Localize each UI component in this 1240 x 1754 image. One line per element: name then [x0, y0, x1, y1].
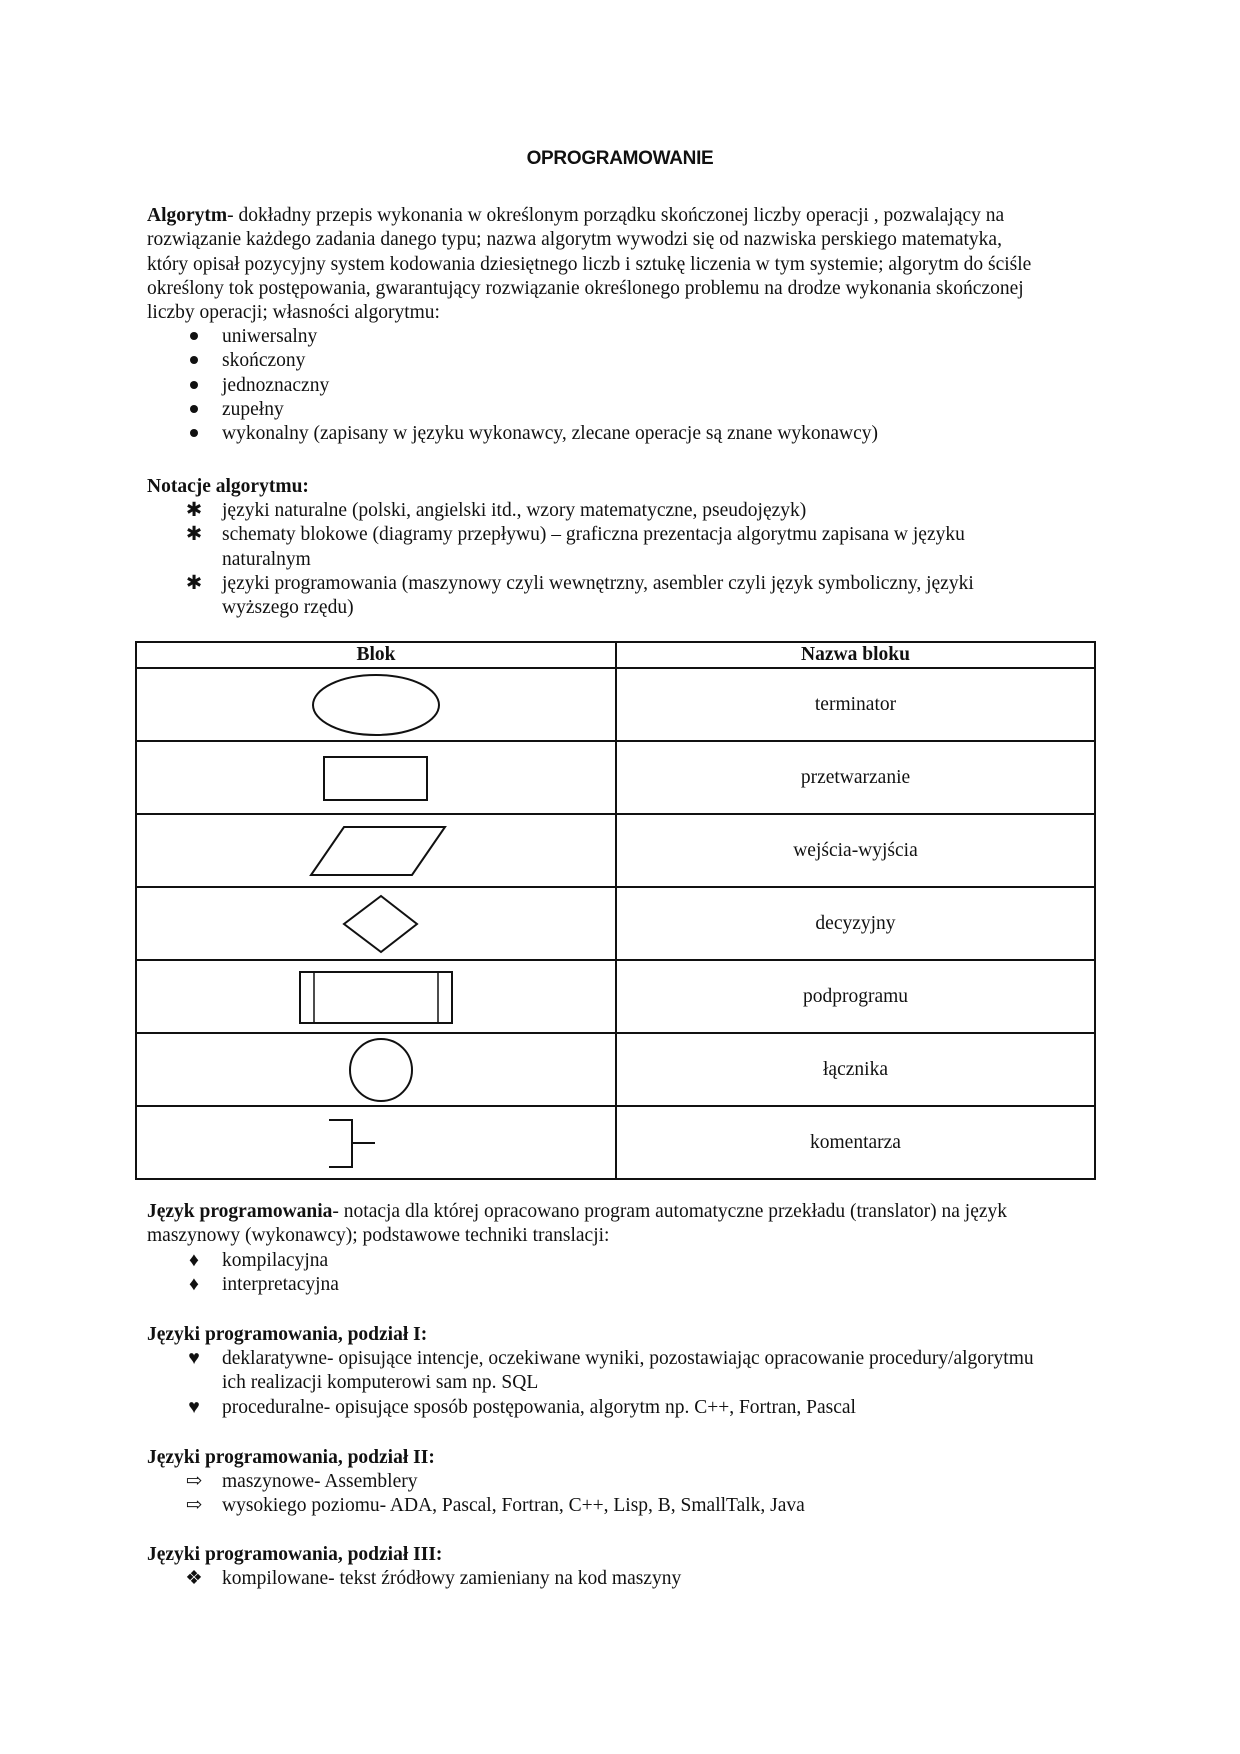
list-item: ✱ języki naturalne (polski, angielski itd., wzory matematyczne, pseudojęzyk) [147, 499, 1097, 523]
subprogram-block-icon [296, 968, 456, 1026]
flowchart-blocks-table [135, 641, 1096, 1180]
column-header-block-name: Nazwa bloku [616, 642, 1095, 668]
asterisk-bullet-icon: ✱ [185, 572, 203, 594]
process-rectangle-icon [306, 753, 446, 803]
list-item: zupełny [147, 398, 1097, 422]
list-item: ♦ kompilacyjna [147, 1249, 1097, 1273]
comment-bracket-icon [301, 1115, 451, 1171]
notations-heading: Notacje algorytmu: [147, 476, 309, 497]
list-item: ♦ interpretacyjna [147, 1273, 1097, 1297]
bullet-dot-icon [184, 349, 204, 373]
four-diamond-bullet-icon: ❖ [185, 1568, 203, 1589]
arrow-bullet-icon: ⇨ [185, 1495, 203, 1517]
bullet-dot-icon [184, 398, 204, 422]
list-item: uniwersalny [147, 325, 1097, 349]
division-1-heading: Języki programowania, podział I: [147, 1324, 428, 1345]
list-item: ✱ języki programowania (maszynowy czyli wewnętrzny, asembler czyli język symboliczny, języki wyższego rzędu) [185, 572, 974, 619]
list-item: ⇨ maszynowe- Assemblery [147, 1470, 1097, 1494]
page-title: OPROGRAMOWANIE [526, 148, 714, 169]
list-item: wykonalny (zapisany w języku wykonawcy, zlecane operacje są znane wykonawcy) [147, 422, 1097, 446]
programming-language-definition: Język programowania- notacja dla której opracowano program automatyczne przekładu (translator) na język maszynowy (wykonawcy); podstawowe techniki translacji: [147, 1201, 1008, 1247]
algorithm-properties-list [147, 325, 1097, 446]
list-item: skończony [147, 349, 1097, 373]
table-row: wejścia-wyjścia [136, 814, 1095, 887]
bullet-dot-icon [184, 325, 204, 349]
io-parallelogram-icon [301, 823, 451, 879]
arrow-bullet-icon: ⇨ [185, 1471, 203, 1492]
table-row: terminator [136, 668, 1095, 741]
division-3-heading: Języki programowania, podział III: [147, 1544, 443, 1565]
programming-language-term: Język programowania [147, 1201, 333, 1222]
division-2-list [147, 1470, 1097, 1519]
connector-circle-icon [301, 1037, 451, 1103]
division-1-list [147, 1347, 1097, 1420]
asterisk-bullet-icon: ✱ [185, 500, 203, 521]
decision-diamond-icon [301, 893, 451, 955]
column-header-block: Blok [136, 642, 616, 668]
translation-techniques-list [147, 1249, 1097, 1298]
table-row: decyzyjny [136, 887, 1095, 960]
diamond-bullet-icon: ♦ [189, 1274, 199, 1296]
algorithm-definition: Algorytm- dokładny przepis wykonania w określonym porządku skończonej liczby operacji , pozwalający na rozwiązanie każdego zadania danego typu; nazwa algorytm wywodzi się od nazwiska perskiego matematyka, który opisał pozycyjny system kodowania dziesiętnego liczb i sztukę liczenia w tym systemie; algorytm do ściśle określony tok postępowania, gwarantujący rozwiązanie określonego problemu na drodze wykonania skończonej liczby operacji; własności algorytmu: [147, 205, 1032, 324]
division-3-list [147, 1567, 1097, 1591]
notations-list [147, 499, 1097, 620]
division-2-heading: Języki programowania, podział II: [147, 1447, 435, 1468]
terminator-ellipse-icon [306, 672, 446, 738]
algorithm-term: Algorytm [147, 205, 228, 226]
list-item: ⇨ wysokiego poziomu- ADA, Pascal, Fortran, C++, Lisp, B, SmallTalk, Java [147, 1494, 1097, 1518]
table-row: przetwarzanie [136, 741, 1095, 814]
table-row: łącznika [136, 1033, 1095, 1106]
diamond-bullet-icon: ♦ [189, 1250, 199, 1271]
heart-bullet-icon: ♥ [188, 1396, 200, 1418]
bullet-dot-icon [184, 422, 204, 446]
list-item: ❖ kompilowane- tekst źródłowy zamieniany na kod maszyny [147, 1567, 1097, 1591]
list-item: jednoznaczny [147, 374, 1097, 398]
list-item: ✱ schematy blokowe (diagramy przepływu) – graficzna prezentacja algorytmu zapisana w języku naturalnym [185, 524, 965, 570]
table-row: podprogramu [136, 960, 1095, 1033]
list-item: ♥ deklaratywne- opisujące intencje, oczekiwane wyniki, pozostawiając opracowanie procedury/algorytmu ich realizacji komputerowi sam np. SQL [147, 1347, 1097, 1396]
table-row: komentarza [136, 1106, 1095, 1179]
list-item: ♥ proceduralne- opisujące sposób postępowania, algorytm np. C++, Fortran, Pascal [147, 1396, 1097, 1420]
bullet-dot-icon [184, 374, 204, 398]
asterisk-bullet-icon: ✱ [185, 524, 203, 546]
heart-bullet-icon: ♥ [188, 1348, 200, 1369]
